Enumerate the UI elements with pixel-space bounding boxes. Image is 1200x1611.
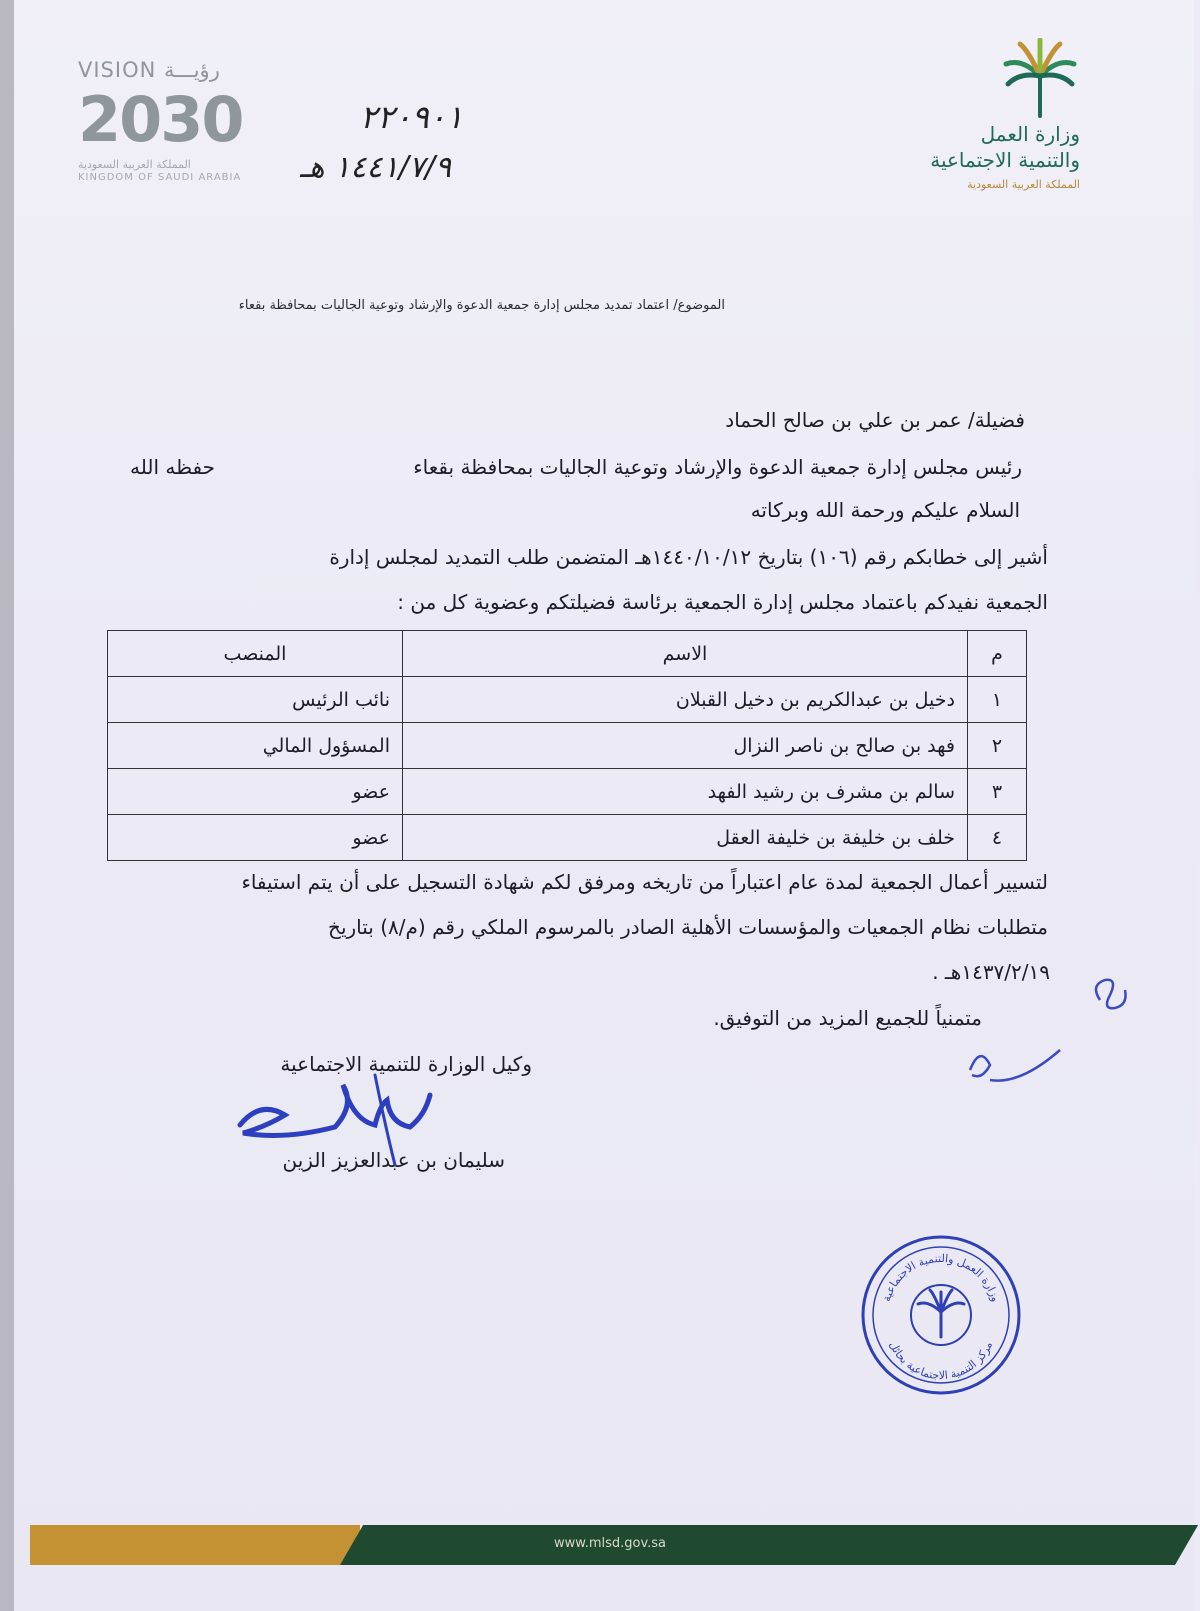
vision-country-en: KINGDOM OF SAUDI ARABIA — [78, 172, 242, 183]
page-edge-shadow — [0, 0, 14, 1611]
row-name: دخيل بن عبدالكريم بن دخيل القبلان — [403, 677, 968, 723]
row-position: المسؤول المالي — [108, 723, 403, 769]
row-name: فهد بن صالح بن ناصر النزال — [403, 723, 968, 769]
table-row — [108, 769, 1027, 815]
initials-sign-icon — [960, 1030, 1070, 1090]
row-position: نائب الرئيس — [108, 677, 403, 723]
table-row — [108, 815, 1027, 861]
table-row — [108, 677, 1027, 723]
footer-website: www.mlsd.gov.sa — [553, 1536, 667, 1551]
greeting: السلام عليكم ورحمة الله وبركاته — [750, 498, 1020, 522]
signatory-title: وكيل الوزارة للتنمية الاجتماعية — [280, 1052, 532, 1076]
reference-number: ٢٢٠٩٠١ — [360, 98, 464, 136]
row-num: ٣ — [968, 769, 1027, 815]
blessing: حفظه الله — [130, 455, 215, 479]
paragraph1-line1: أشير إلى خطابكم رقم (١٠٦) بتاريخ ١٤٤٠/١٠/١٢هـ المتضمن طلب التمديد لمجلس إدارة — [329, 545, 1048, 569]
paragraph2-line3: ١٤٣٧/٢/١٩هـ . — [932, 960, 1050, 984]
footer-band — [30, 1525, 1175, 1565]
paragraph1-line2: الجمعية نفيدكم باعتماد مجلس إدارة الجمعية برئاسة فضيلتكم وعضوية كل من : — [397, 590, 1048, 614]
reference-date: ١٤٤١/٧/٩ هـ — [300, 150, 452, 185]
table-row — [108, 723, 1027, 769]
ministry-name-line1: وزارة العمل — [980, 122, 1080, 146]
row-num: ١ — [968, 677, 1027, 723]
paragraph2-line2: متطلبات نظام الجمعيات والمؤسسات الأهلية الصادر بالمرسوم الملكي رقم (م/٨) بتاريخ — [328, 915, 1048, 939]
table-header-row — [108, 631, 1027, 677]
paragraph2-line1: لتسيير أعمال الجمعية لمدة عام اعتباراً من تاريخه ومرفق لكم شهادة التسجيل على أن يتم استيفاء — [241, 870, 1048, 894]
official-stamp-icon — [858, 1232, 1024, 1398]
recipient-title: رئيس مجلس إدارة جمعية الدعوة والإرشاد وتوعية الجاليات بمحافظة بقعاء — [413, 455, 1022, 479]
row-position: عضو — [108, 769, 403, 815]
letter-subject: الموضوع/ اعتماد تمديد مجلس إدارة جمعية الدعوة والإرشاد وتوعية الجاليات بمحافظة بقعاء — [238, 298, 725, 313]
row-name: خلف بن خليفة بن خليفة العقل — [403, 815, 968, 861]
stamp-text-bottom: مركز التنمية الاجتماعية بحائل — [886, 1339, 996, 1383]
closing: متمنياً للجميع المزيد من التوفيق. — [713, 1006, 982, 1030]
row-num: ٤ — [968, 815, 1027, 861]
initials-mark-icon — [1080, 960, 1140, 1020]
vision-2030-logo — [78, 58, 278, 188]
vision-year: 2030 — [78, 83, 243, 156]
vision-country-ar: المملكة العربية السعودية — [78, 158, 191, 171]
row-position: عضو — [108, 815, 403, 861]
header-position: المنصب — [108, 631, 403, 677]
footer-green-strip — [340, 1525, 1198, 1565]
row-num: ٢ — [968, 723, 1027, 769]
row-name: سالم بن مشرف بن رشيد الفهد — [403, 769, 968, 815]
ministry-name-line2: والتنمية الاجتماعية — [930, 148, 1080, 172]
signature-icon — [225, 1065, 440, 1175]
header-num: م — [968, 631, 1027, 677]
signatory-name: سليمان بن عبدالعزيز الزين — [282, 1148, 505, 1172]
members-table — [107, 630, 1027, 861]
stamp-text-top: وزارة العمل والتنمية الاجتماعية — [879, 1251, 1003, 1304]
header-name: الاسم — [403, 631, 968, 677]
footer-gold-strip — [30, 1525, 360, 1565]
vision-wordmark: VISION رؤيـــة — [78, 58, 220, 82]
ministry-country: المملكة العربية السعودية — [967, 178, 1080, 191]
recipient-honorific: فضيلة/ عمر بن علي بن صالح الحماد — [725, 408, 1025, 432]
palm-logo-icon — [1000, 38, 1080, 118]
